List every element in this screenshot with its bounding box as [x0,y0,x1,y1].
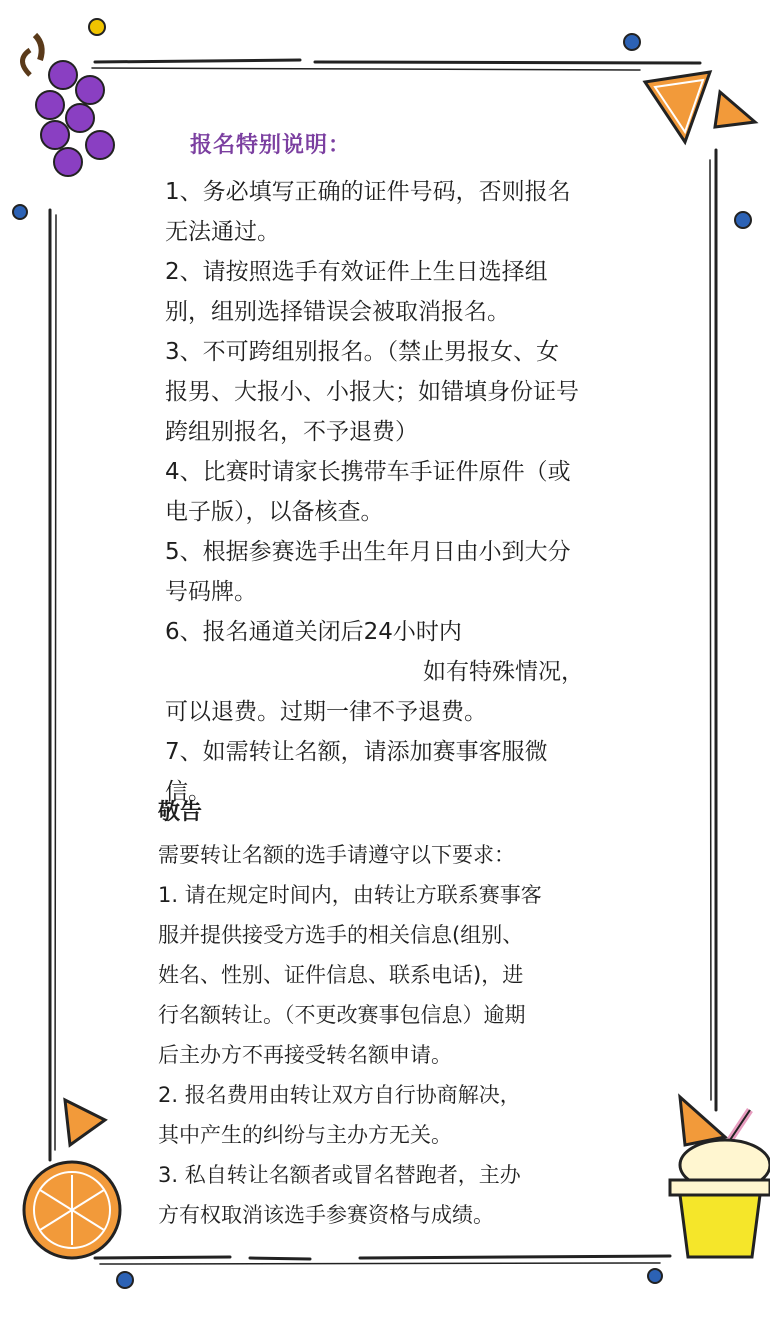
warning-title: 敬告 [158,800,203,825]
warning-line: 行名额转让。（不更改赛事包信息）逾期 [158,1003,526,1027]
warning-line: 2. 报名费用由转让双方自行协商解决， [158,1083,521,1107]
warning-line: 其中产生的纠纷与主办方无关。 [158,1123,452,1147]
notice-line: 7、如需转让名额，请添加赛事客服微 [165,739,548,765]
warning-line: 后主办方不再接受转名额申请。 [158,1043,452,1067]
notice-line: 报男、大报小、小报大；如错填身份证号 [165,379,579,405]
notice-line: 信。 [165,779,211,805]
notice-line: 号码牌。 [165,579,257,605]
notice-line: 3、不可跨组别报名。（禁止男报女、女 [165,339,560,365]
warning-line: 需要转让名额的选手请遵守以下要求： [158,843,515,867]
notice-title: 报名特别说明： [190,133,352,158]
warning-line: 3. 私自转让名额者或冒名替跑者，主办 [158,1163,521,1187]
notice-line: 无法通过。 [165,219,280,245]
notice-line: 5、根据参赛选手出生年月日由小到大分 [165,539,571,565]
notice-line: 别，组别选择错误会被取消报名。 [165,299,510,325]
warning-line: 1. 请在规定时间内，由转让方联系赛事客 [158,883,542,907]
notice-line: 2、请按照选手有效证件上生日选择组 [165,259,548,285]
notice-line: 电子版），以备核查。 [165,499,384,525]
warning-line: 服并提供接受方选手的相关信息(组别、 [158,923,524,947]
notice-line: 1、务必填写正确的证件号码，否则报名 [165,179,571,205]
notice-line: 跨组别报名，不予退费） [165,419,418,445]
warning-line: 姓名、性别、证件信息、联系电话)，进 [158,963,524,987]
notice-line: 可以退费。过期一律不予退费。 [165,699,487,725]
notice-line: 如有特殊情况， [423,659,584,685]
notice-line: 6、报名通道关闭后24小时内 [165,619,462,645]
warning-line: 方有权取消该选手参赛资格与成绩。 [158,1203,494,1227]
notice-line: 4、比赛时请家长携带车手证件原件（或 [165,459,571,485]
